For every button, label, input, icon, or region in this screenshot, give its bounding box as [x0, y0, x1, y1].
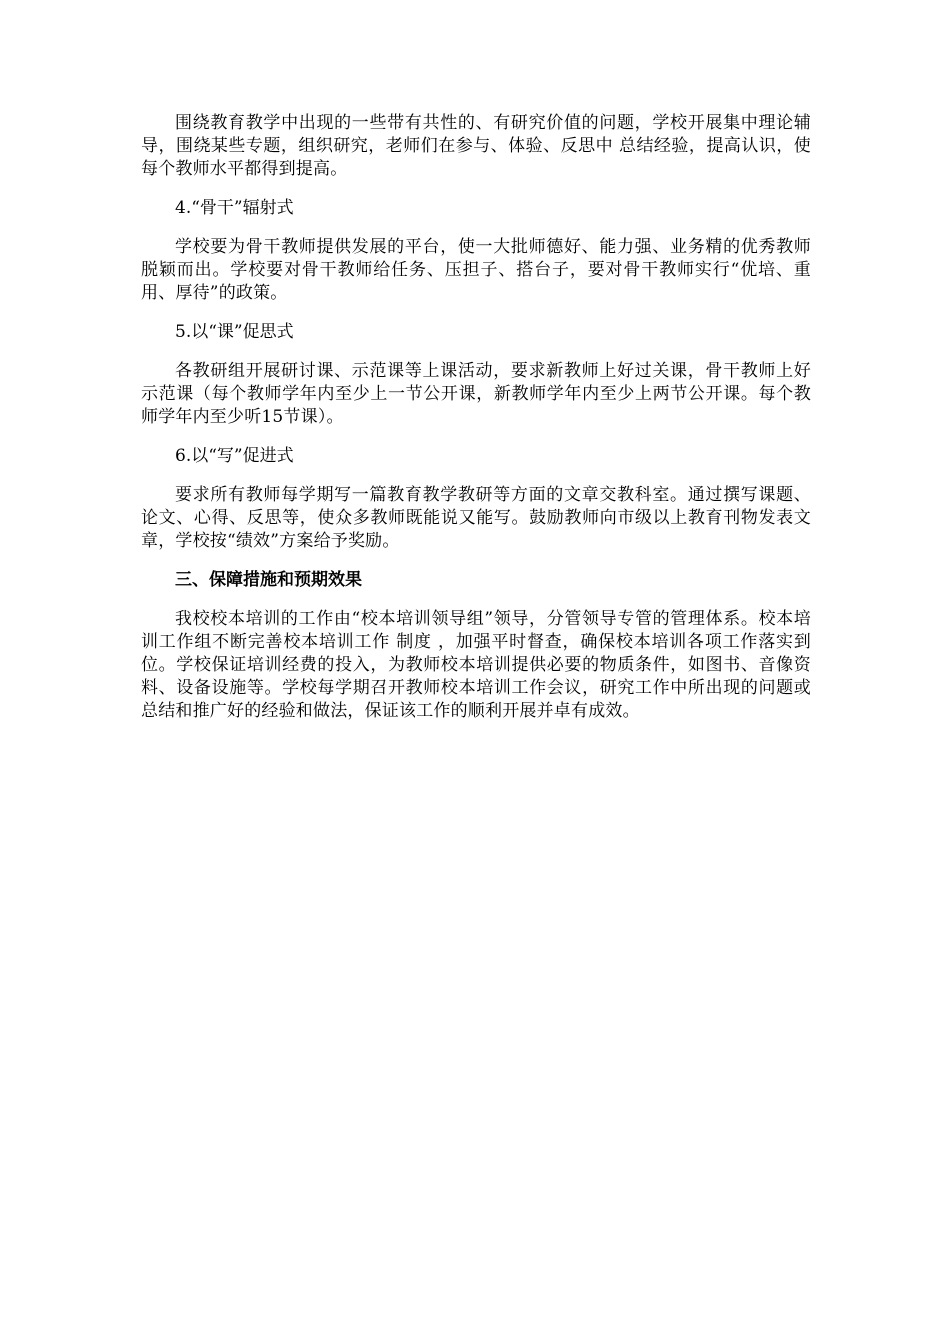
paragraph-lesson-activities: 各教研组开展研讨课、示范课等上课活动，要求新教师上好过关课，骨干教师上好示范课（每个教师学年内至少上一节公开课，新教师学年内至少上两节公开课。每个教师学年内至少听15节课）。	[141, 361, 811, 427]
heading-lesson-reflection: 5.以“课”促思式	[175, 322, 294, 342]
section-heading-safeguards: 三、保障措施和预期效果	[175, 570, 362, 590]
paragraph-writing-requirements: 要求所有教师每学期写一篇教育教学教研等方面的文章交教科室。通过撰写课题、论文、心得、反思等，使众多教师既能说又能写。鼓励教师向市级以上教育刊物发表文章，学校按“绩效”方案给予奖励。	[141, 485, 811, 551]
paragraph-backbone-teachers: 学校要为骨干教师提供发展的平台，使一大批师德好、能力强、业务精的优秀教师脱颖而出。学校要对骨干教师给任务、压担子、搭台子，要对骨干教师实行“优培、重用、厚待”的政策。	[141, 237, 811, 303]
heading-backbone-radiation: 4.“骨干”辐射式	[175, 198, 294, 218]
document-body	[141, 112, 811, 739]
heading-writing-promotion: 6.以“写”促进式	[175, 446, 294, 466]
paragraph-management-system: 我校校本培训的工作由“校本培训领导组”领导，分管领导专管的管理体系。校本培训工作组不断完善校本培训工作 制度 ，加强平时督查，确保校本培训各项工作落实到位。学校保证培训经费的投入，为教师校本培训提供必要的物质条件，如图书、音像资料、设备设施等。学校每学期召开教师校本培训工作会议，研究工作中所出现的问题或总结和推广好的经验和做法，保证该工作的顺利开展并卓有成效。	[141, 609, 811, 721]
paragraph-research-guidance: 围绕教育教学中出现的一些带有共性的、有研究价值的问题，学校开展集中理论辅导，围绕某些专题，组织研究，老师们在参与、体验、反思中 总结经验，提高认识，使每个教师水平都得到提高。	[141, 113, 811, 179]
